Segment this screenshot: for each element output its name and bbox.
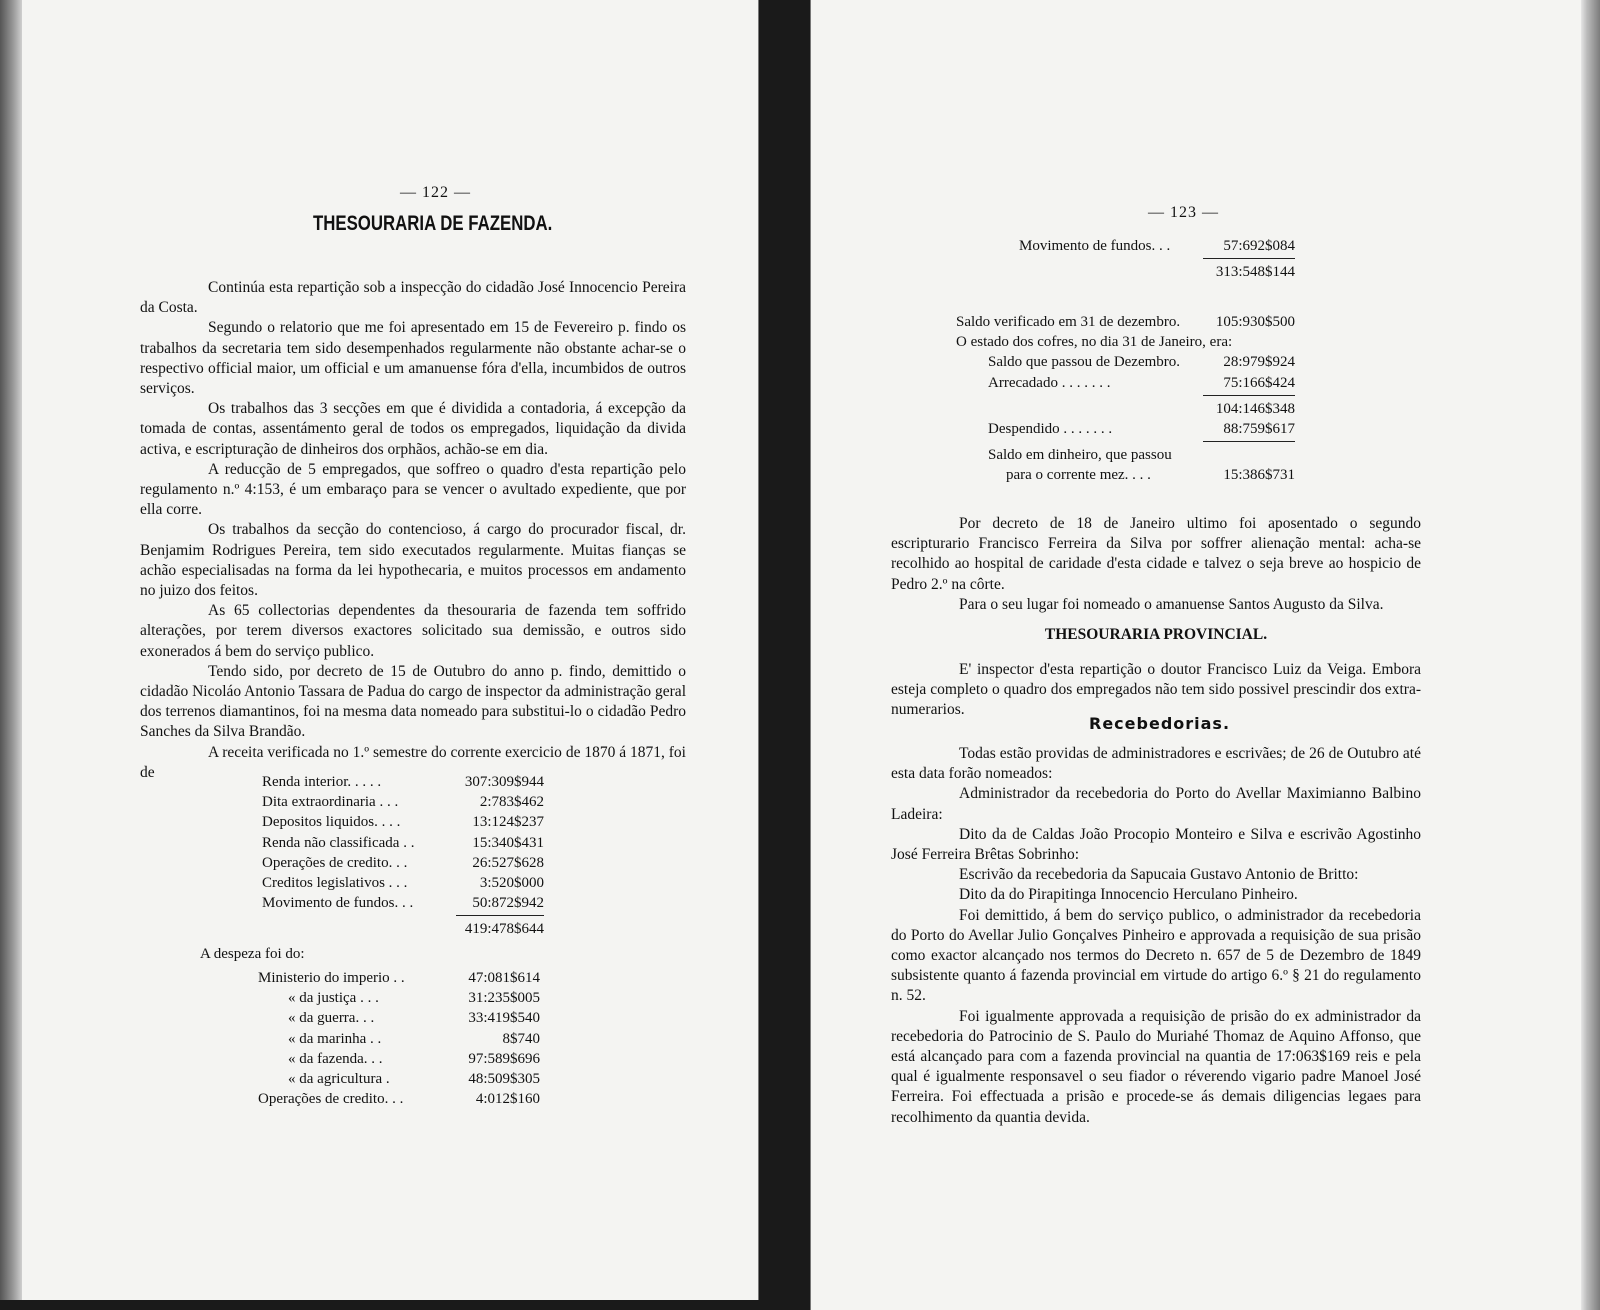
table-row: Dita extraordinaria . . . 2:783$462 <box>262 794 544 811</box>
table-row: Depositos liquidos. . . . 13:124$237 <box>262 814 544 831</box>
left-body-text <box>140 278 686 783</box>
paragraph: Todas estão providas de administradores e escrivães; de 26 de Outubro até esta data forão nomeados: <box>891 745 1421 783</box>
paragraph: As 65 collectorias dependentes da thesouraria de fazenda tem soffrido alterações, por terem diversos exactores solicitado sua demissão, e outros sido exonerados á bem do serviço publico. <box>140 602 686 660</box>
page-edge <box>1581 0 1600 1310</box>
table-row: Movimento de fundos. . . 57:692$084 <box>1019 238 1295 254</box>
right-body-text-1 <box>891 514 1421 615</box>
table-row: Despendido . . . . . . . 88:759$617 <box>988 420 1295 437</box>
table-row: Saldo verificado em 31 de dezembro. 105:930$500 <box>956 314 1295 330</box>
sum-rule <box>1203 395 1295 396</box>
paragraph: Administrador da recebedoria do Porto do Avellar Maximianno Balbino Ladeira: <box>891 785 1421 823</box>
paragraph: Foi igualmente approvada a requisição de prisão do ex administrador da recebedoria do Patrocinio de S. Paulo do Muriahé Thomaz de Aquino Affonso, que está alcançado para com a fazenda provincial na quantia de 17:063$169 reis e pela qual é igualmente responsavel o seu fiador o réverendo vigario padre Manoel José Ferreira. Foi effectuada a prisão e procede-se ás demais diligencias legaes para recolhimento da quantia devida. <box>891 1007 1421 1126</box>
paragraph: Os trabalhos das 3 secções em que é dividida a contadoria, á excepção da tomada de contas, assentámento geral de todos os empregados, liquidação da divida activa, e escripturação de dinheiros dos orphãos, achão-se em dia. <box>140 400 686 458</box>
paragraph: E' inspector d'esta repartição o doutor Francisco Luiz da Veiga. Embora esteja completo o quadro dos empregados não tem sido possivel prescindir dos extra-numerarios. <box>891 661 1421 719</box>
table-row: Movimento de fundos. . . 50:872$942 <box>262 895 544 912</box>
carry-table <box>1019 236 1295 282</box>
paragraph: Os trabalhos da secção do contencioso, á cargo do procurador fiscal, dr. Benjamim Rodrigues Pereira, tem sido executados regularmente. Muitas fianças se achão especialisadas na forma da lei hypothecaria, e muitos processos em andamento no juizo dos feitos. <box>140 521 686 600</box>
table-row: « da justiça . . . 31:235$005 <box>288 990 540 1007</box>
sum-rule <box>1203 258 1295 259</box>
table-row: « da agricultura . 48:509$305 <box>288 1070 540 1087</box>
paragraph: Segundo o relatorio que me foi apresentado em 15 de Fevereiro p. findo os trabalhos da secretaria tem sido desempenhados regularmente não obstante achar-se o respectivo official maior, um official e um amanuense fóra d'ella, incumbidos de outros serviços. <box>140 319 686 398</box>
total-row: 419:478$644 <box>464 921 544 938</box>
right-page <box>810 0 1600 1310</box>
table-row: Renda interior. . . . . 307:309$944 <box>262 774 544 790</box>
page-number: — 122 — <box>400 184 471 201</box>
sum-rule <box>456 915 544 916</box>
table-row: Operações de credito. . . 4:012$160 <box>258 1091 540 1108</box>
receita-table <box>262 772 544 940</box>
page-title: THESOURARIA DE FAZENDA. <box>313 212 553 235</box>
sum-rule <box>1203 441 1295 442</box>
paragraph: Por decreto de 18 de Janeiro ultimo foi aposentado o segundo escripturario Francisco Ferreira da Silva por soffrer alienação mental: acha-se recolhido ao hospital de caridade d'esta cidade e talvez o seja breve ao hospicio de Pedro 2.º na côrte. <box>891 515 1421 593</box>
table-row: « da guerra. . . 33:419$540 <box>288 1010 540 1027</box>
table-row: « da marinha . . 8$740 <box>288 1030 540 1047</box>
paragraph: Tendo sido, por decreto de 15 de Outubro do anno p. findo, demittido o cidadão Nicoláo Antonio Tassara de Padua do cargo de inspector da administração geral dos terrenos diamantinos, foi na mesma data nomeado para substitui-lo o cidadão Pedro Sanches da Silva Brandão. <box>140 662 686 741</box>
page-edge <box>0 0 22 1300</box>
table-row: Renda não classificada . . 15:340$431 <box>262 834 544 851</box>
section-heading: THESOURARIA PROVINCIAL. <box>1044 626 1268 643</box>
paragraph: Foi demittido, á bem do serviço publico, o administrador da recebedoria do Porto do Avellar Julio Gonçalves Pinheiro e approvada a requisição de sua prisão como exactor alcançado nos termos do Decreto n. 657 de 5 de Dezembro de 1849 subsistente quanto á fazenda provincial em virtude do artigo 6.º § 21 do regulamento n. 52. <box>891 906 1421 1005</box>
paragraph: A receita verificada no 1.º semestre do corrente exercicio de 1870 á 1871, foi de <box>140 743 686 781</box>
table-row: Ministerio do imperio . . 47:081$614 <box>258 970 540 986</box>
paragraph: Para o seu lugar foi nomeado o amanuense Santos Augusto da Silva. <box>959 595 1384 613</box>
right-body-text-3 <box>891 744 1421 1128</box>
table-row: Saldo que passou de Dezembro. 28:979$924 <box>988 354 1295 371</box>
paragraph: A reducção de 5 empregados, que soffreo o quadro d'esta repartição pelo regulamento n.º 4:153, é um embaraço para se vencer o avultado expediente, que por ella corre. <box>140 460 686 519</box>
table-row: Arrecadado . . . . . . . 75:166$424 <box>988 374 1295 391</box>
paragraph: Dito da de Caldas João Procopio Monteiro e Silva e escrivão Agostinho José Ferreira Brêtas Sobrinho: <box>891 825 1421 864</box>
page-number: — 123 — <box>1148 204 1219 221</box>
table-row: Creditos legislativos . . . 3:520$000 <box>262 874 544 891</box>
despeza-intro: A despeza foi do: <box>200 946 305 962</box>
left-page <box>0 0 759 1300</box>
table-row: para o corrente mez. . . . 15:386$731 <box>1006 467 1295 484</box>
total-row: 313:548$144 <box>1215 264 1295 281</box>
section-heading: Recebedorias. <box>1089 714 1231 733</box>
total-row: 104:146$348 <box>1215 400 1295 417</box>
table-row: Operações de credito. . . 26:527$628 <box>262 854 544 871</box>
table-row: « da fazenda. . . 97:589$696 <box>288 1050 540 1067</box>
paragraph: Escrivão da recebedoria da Sapucaia Gustavo Antonio de Britto: <box>959 866 1359 884</box>
paragraph: Dito da do Pirapitinga Innocencio Herculano Pinheiro. <box>959 886 1298 904</box>
table-row: O estado dos cofres, no dia 31 de Janeiro, era: <box>956 334 1233 351</box>
right-body-text-2 <box>891 660 1421 721</box>
paragraph: Continúa esta repartição sob a inspecção do cidadão José Innocencio Pereira da Costa. <box>140 279 686 317</box>
table-row: Saldo em dinheiro, que passou <box>988 447 1172 464</box>
saldo-table <box>956 312 1295 486</box>
despeza-table <box>258 968 540 1109</box>
